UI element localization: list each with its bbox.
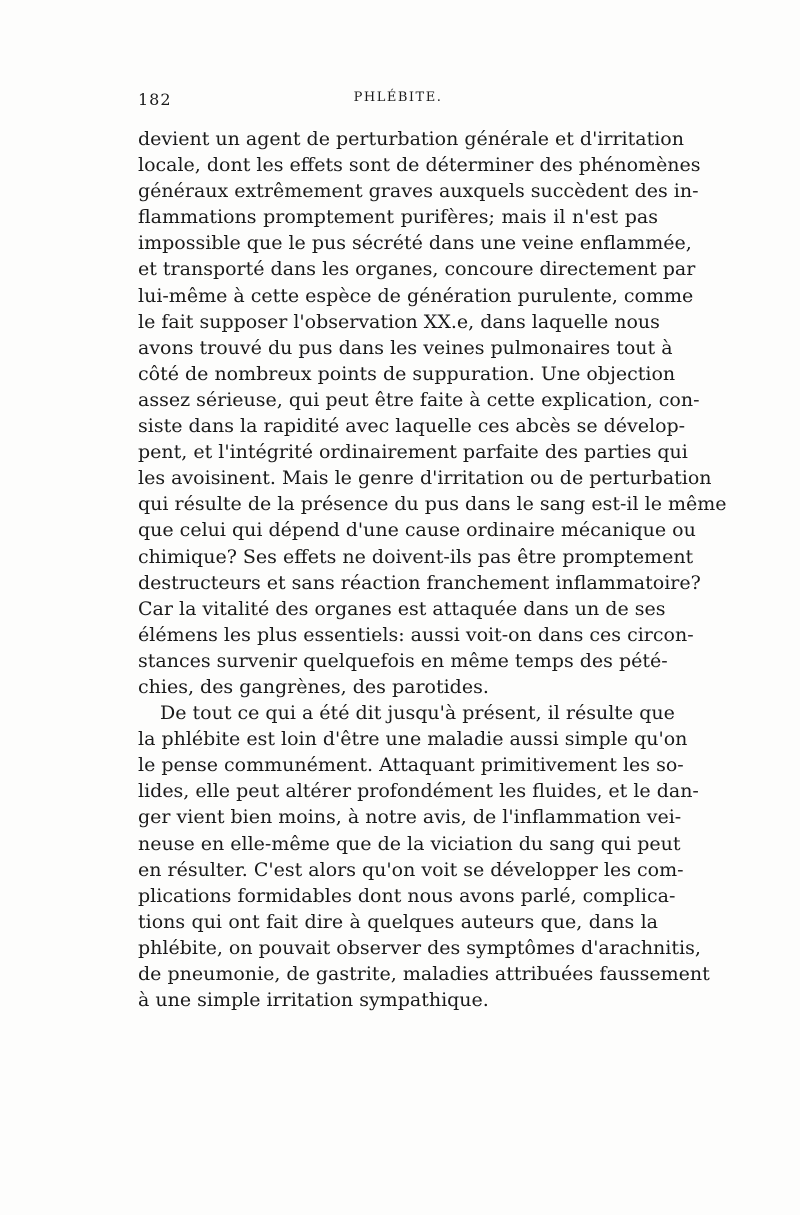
text-line: le fait supposer l'observation XX.e, dans laquelle nous [138,310,660,333]
text-line: pent, et l'intégrité ordinairement parfaite des parties qui [138,441,688,464]
text-line: assez sérieuse, qui peut être faite à cette explication, con- [138,388,700,411]
text-line: et transporté dans les organes, concoure directement par [138,258,696,281]
text-line: plications formidables dont nous avons parlé, complica- [138,884,676,907]
text-line: généraux extrêmement graves auxquels succèdent des in- [138,180,699,203]
paragraph-start-line: De tout ce qui a été dit jusqu'à présent, il résulte que [160,702,675,725]
text-line: stances survenir quelquefois en même temps des pété- [138,649,668,672]
text-line: élémens les plus essentiels: aussi voit-on dans ces circon- [138,623,694,646]
running-title: PHLÉBITE. [353,90,443,105]
paragraph-end-line: à une simple irritation sympathique. [138,989,489,1012]
text-line: en résulter. C'est alors qu'on voit se développer les com- [138,858,684,881]
paragraph-end-line: chies, des gangrènes, des parotides. [138,675,489,698]
text-line: phlébite, on pouvait observer des symptômes d'arachnitis, [138,936,701,959]
text-line: destructeurs et sans réaction franchement inflammatoire? [138,571,701,594]
text-line: lides, elle peut altérer profondément les fluides, et le dan- [138,780,699,803]
text-line: les avoisinent. Mais le genre d'irritation ou de perturbation [138,467,712,490]
text-line: avons trouvé du pus dans les veines pulmonaires tout à [138,336,673,359]
text-line: neuse en elle-même que de la viciation du sang qui peut [138,832,681,855]
text-line: de pneumonie, de gastrite, maladies attribuées faussement [138,963,710,985]
text-line: chimique? Ses effets ne doivent-ils pas être promptement [138,545,694,568]
text-line: lui-même à cette espèce de génération purulente, comme [138,284,694,307]
text-line: Car la vitalité des organes est attaquée dans un de ses [138,597,666,620]
text-line: devient un agent de perturbation générale et d'irritation [138,128,684,150]
text-line: la phlébite est loin d'être une maladie aussi simple qu'on [138,728,688,751]
running-head [138,90,658,116]
text-line: que celui qui dépend d'une cause ordinaire mécanique ou [138,519,696,542]
text-line: le pense communément. Attaquant primitivement les so- [138,754,684,777]
body-text [138,126,727,1013]
text-line: côté de nombreux points de suppuration. Une objection [138,362,676,385]
text-line: flammations promptement purifères; mais il n'est pas [138,206,658,229]
text-line: siste dans la rapidité avec laquelle ces abcès se dévelop- [138,415,686,438]
text-line: locale, dont les effets sont de déterminer des phénomènes [138,154,701,177]
text-line: impossible que le pus sécrété dans une veine enflammée, [138,232,692,255]
page-number: 182 [138,90,172,109]
text-line: tions qui ont fait dire à quelques auteurs que, dans la [138,910,658,933]
text-line: ger vient bien moins, à notre avis, de l'inflammation vei- [138,806,682,829]
text-line: qui résulte de la présence du pus dans le sang est-il le même [138,493,727,516]
